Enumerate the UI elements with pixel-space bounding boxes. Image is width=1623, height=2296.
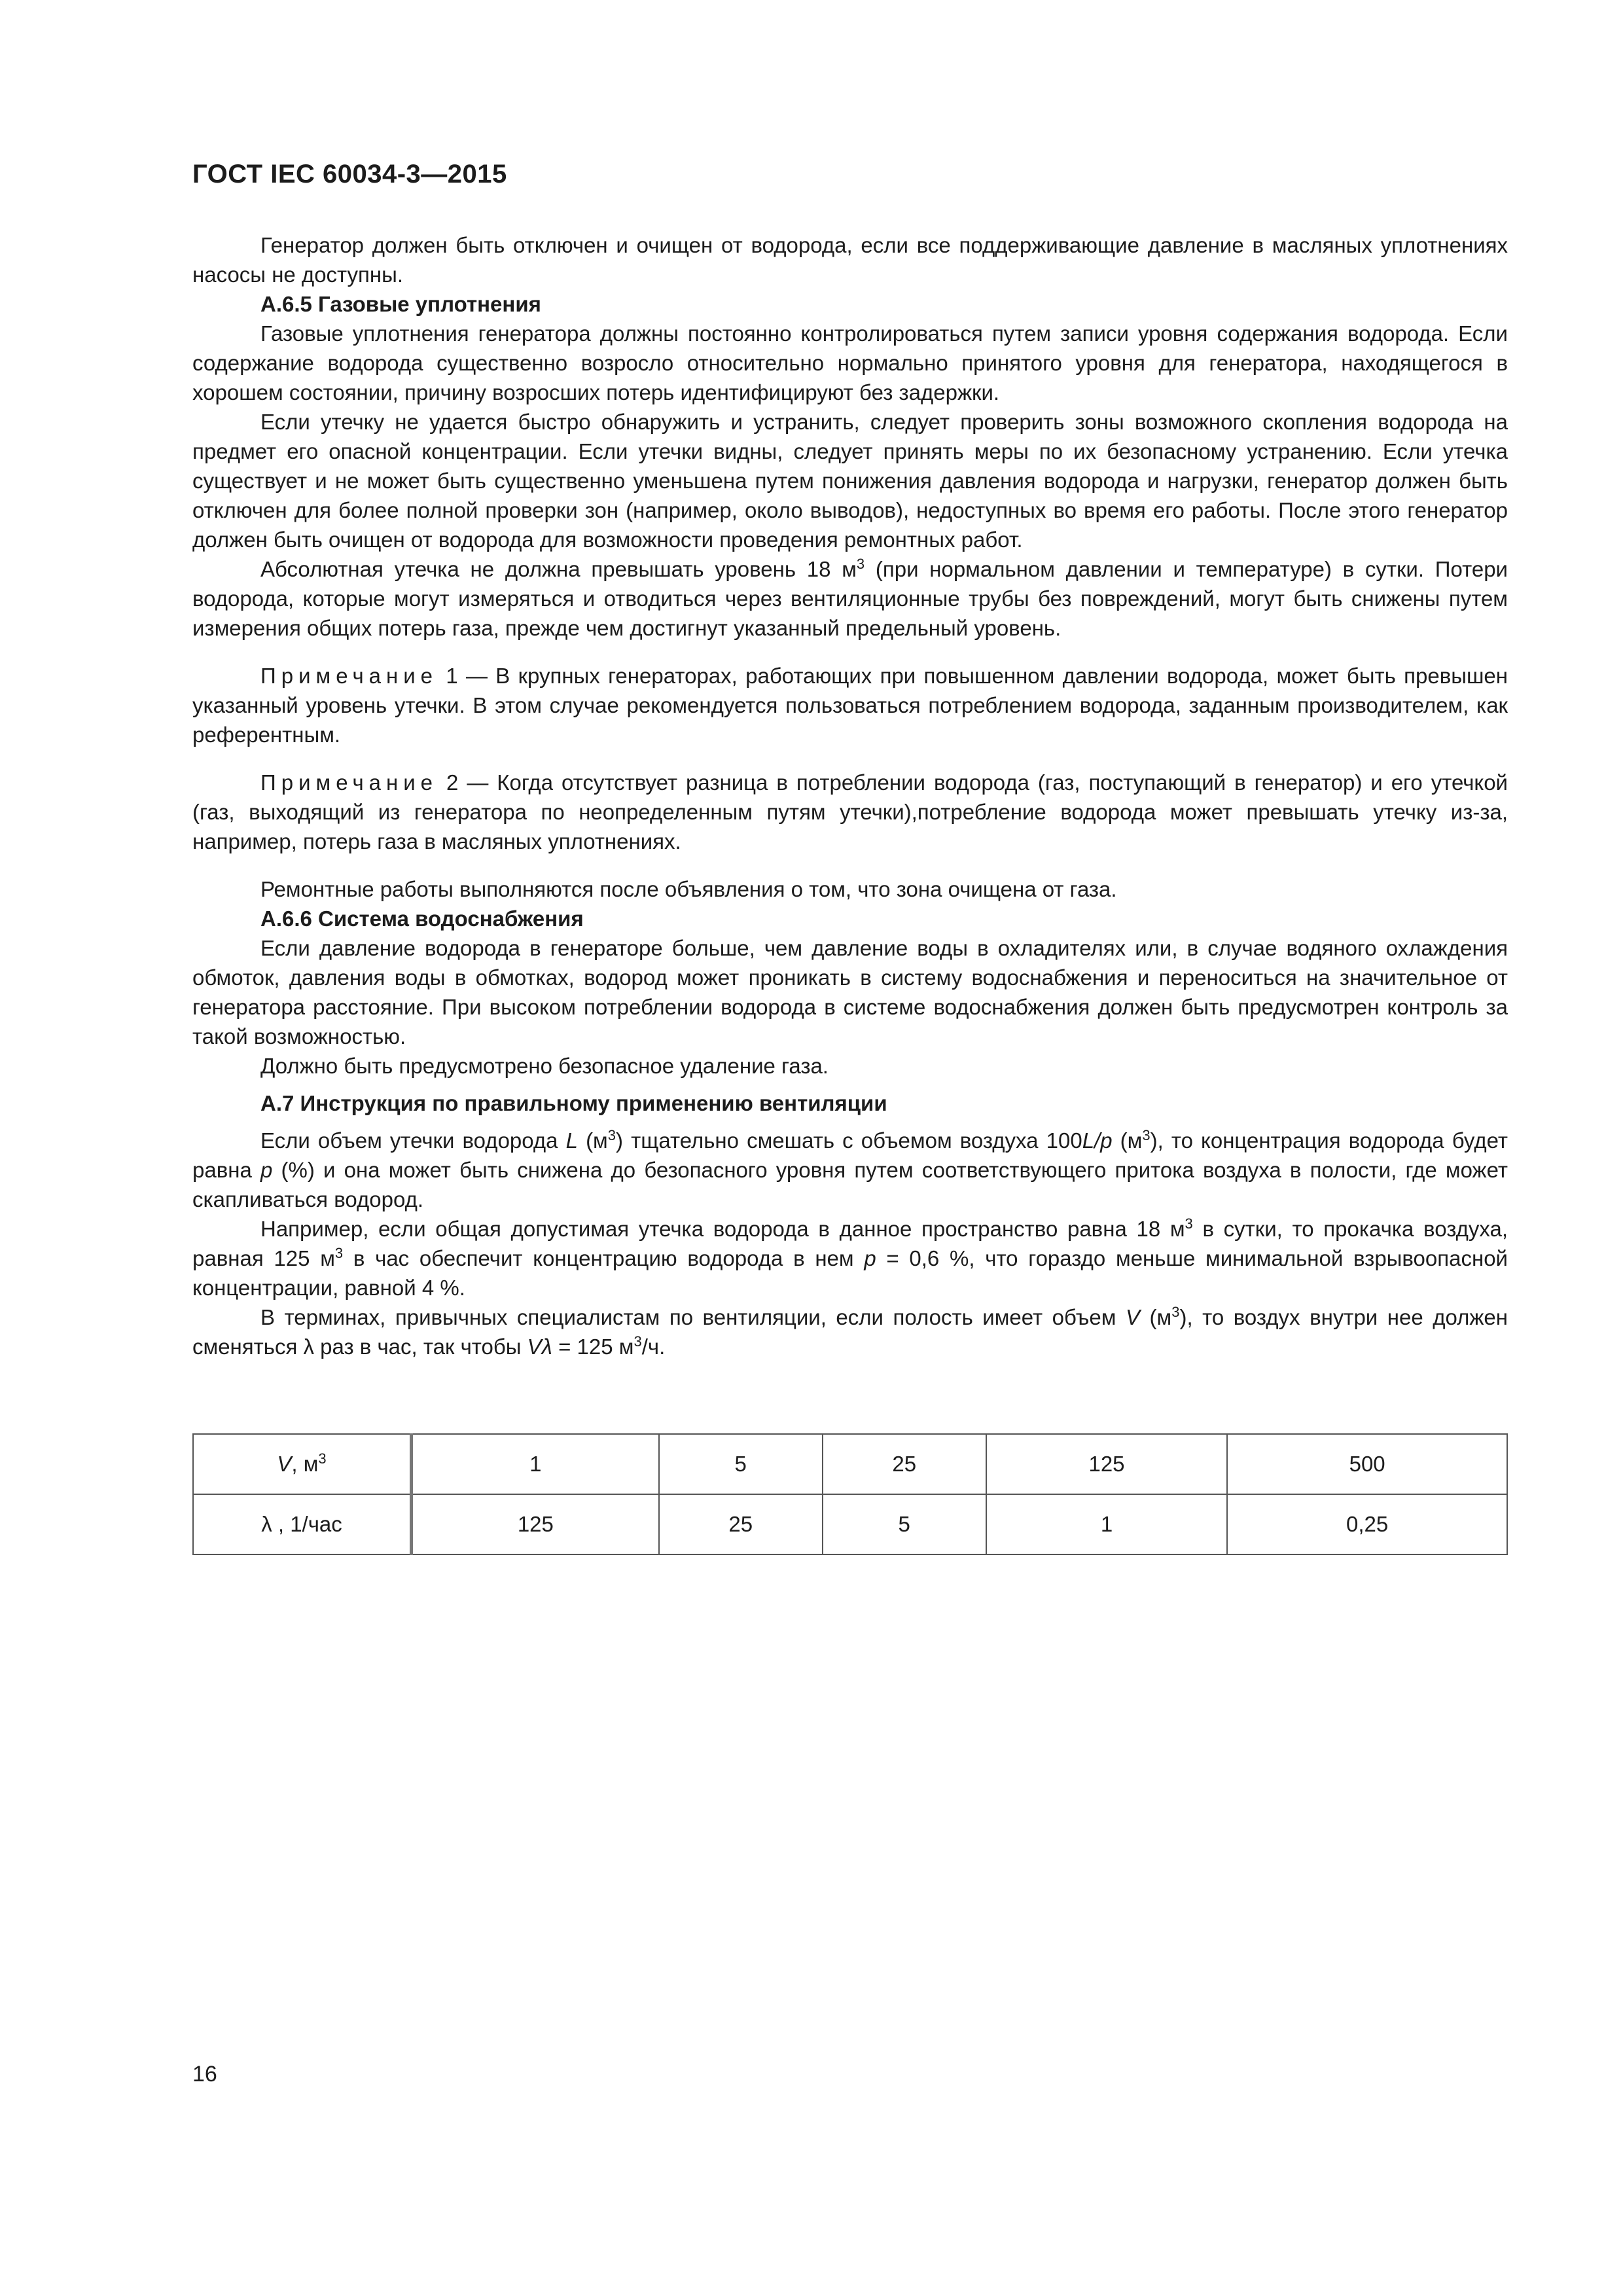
superscript: 3 <box>1171 1304 1180 1320</box>
table-cell: 25 <box>823 1434 986 1494</box>
table-row-lambda <box>193 1494 1507 1554</box>
text-run: (м <box>1112 1128 1143 1153</box>
variable-p: p <box>260 1158 273 1182</box>
text-run: (при нормальном давлении и температуре) в сутки. Потери водорода, которые могут измеряться и отводиться через вентиляционные трубы без повреждений, могут быть снижены путем измерения общих потерь газа, прежде чем достигнут указанный предельный уровень. <box>192 557 1508 640</box>
superscript: 3 <box>633 1333 642 1350</box>
superscript: 3 <box>334 1245 344 1261</box>
table-cell: 125 <box>412 1494 659 1554</box>
paragraph-ventilation-example <box>192 1214 1508 1302</box>
paragraph-repair-works: Ремонтные работы выполняются после объявления о том, что зона очищена от газа. <box>260 877 1117 901</box>
note-text: 1 — В крупных генераторах, работающих при повышенном давлении водорода, может быть превышен указанный уровень утечки. В этом случае рекомендуется пользоваться потреблением водорода, заданным производителем, как референтным. <box>192 664 1508 747</box>
superscript: 3 <box>1185 1215 1193 1232</box>
variable-V: V <box>1126 1305 1141 1329</box>
variable-V-lambda: Vλ <box>527 1335 552 1359</box>
text-run: Если объем утечки водорода <box>260 1128 566 1153</box>
section-heading-a66: А.6.6 Система водоснабжения <box>260 906 584 931</box>
table-row-volume <box>193 1434 1507 1494</box>
superscript: 3 <box>856 556 865 572</box>
table-row-header-volume <box>193 1434 412 1494</box>
text-run: (%) и она может быть снижена до безопасного уровня путем соответствующего притока воздуха в полости, где может скапливаться водород. <box>192 1158 1508 1211</box>
paragraph-generator-shutdown: Генератор должен быть отключен и очищен от водорода, если все поддерживающие давление в масляных уплотнениях насосы не доступны. <box>192 233 1508 287</box>
text-run: Абсолютная утечка не должна превышать уровень 18 м <box>260 557 857 581</box>
table-cell: 1 <box>412 1434 659 1494</box>
section-heading-a65: А.6.5 Газовые уплотнения <box>260 292 541 316</box>
text-run: (м <box>1140 1305 1172 1329</box>
table-cell: 125 <box>986 1434 1228 1494</box>
variable-L: L <box>565 1128 578 1153</box>
paragraph-gas-seals-monitoring: Газовые уплотнения генератора должны постоянно контролироваться путем записи уровня содержания водорода. Если содержание водорода существенно возросло относительно нормально принятого уровня для генератора, находящегося в хорошем состоянии, причину возросших потерь идентифицируют без задержки. <box>192 321 1508 404</box>
variable-L-over-p: L/p <box>1082 1128 1113 1153</box>
superscript: 3 <box>1142 1127 1150 1143</box>
text-run: ), то концентрация водорода будет равна <box>192 1128 1508 1182</box>
note-label: Примечание <box>260 664 438 688</box>
document-code-header: ГОСТ IEC 60034-3—2015 <box>192 160 507 188</box>
table-cell: 0,25 <box>1227 1494 1507 1554</box>
text-run: (м <box>577 1128 608 1153</box>
table-cell: 5 <box>659 1434 823 1494</box>
variable-p: p <box>864 1246 876 1270</box>
note-label: Примечание <box>260 770 438 795</box>
table-cell: 5 <box>823 1494 986 1554</box>
paragraph-leak-detection: Если утечку не удается быстро обнаружить и устранить, следует проверить зоны возможного скопления водорода на предмет его опасной концентрации. Если утечки видны, следует принять меры по их безопасному устранению. Если утечка существует и не может быть существенно уменьшена путем понижения давления водорода и нагрузки, генератор должен быть отключен для более полной проверки зон (например, около выводов), недоступных во время его работы. После этого генератор должен быть очищен от водорода для возможности проведения ремонтных работ. <box>192 410 1508 552</box>
text-run: ), то воздух внутри нее должен сменяться λ раз в час, так чтобы <box>192 1305 1508 1359</box>
note-text: 2 — Когда отсутствует разница в потреблении водорода (газ, поступающий в генератор) и его утечкой (газ, выходящий из генератора по неопределенным путям утечки),потребление водорода может превышать утечку из-за, например, потерь газа в масляных уплотнениях. <box>192 770 1508 853</box>
note-1 <box>192 661 1508 749</box>
note-2 <box>192 768 1508 856</box>
document-body <box>192 230 1508 1361</box>
text-run: = 125 м <box>552 1335 634 1359</box>
text-run: В терминах, привычных специалистам по вентиляции, если полость имеет объем <box>260 1305 1126 1329</box>
superscript: 3 <box>318 1450 327 1467</box>
text-run: в сутки, то прокачка воздуха, равная 125 м <box>192 1217 1508 1270</box>
text-run: Например, если общая допустимая утечка водорода в данное пространство равна 18 м <box>260 1217 1185 1241</box>
table-cell: 1 <box>986 1494 1228 1554</box>
paragraph-absolute-leak <box>192 554 1508 643</box>
text-run: /ч. <box>641 1335 666 1359</box>
section-heading-a7: А.7 Инструкция по правильному применению вентиляции <box>260 1091 887 1115</box>
paragraph-water-supply: Если давление водорода в генераторе больше, чем давление воды в охладителях или, в случае водяного охлаждения обмоток, давления воды в обмотках, водород может проникать в систему водоснабжения и переноситься на значительное от генератора расстояние. При высоком потреблении водорода в системе водоснабжения должен быть предусмотрен контроль за такой возможностью. <box>192 936 1508 1049</box>
page-number: 16 <box>192 2062 217 2087</box>
variable-V: V <box>277 1452 292 1476</box>
text-run: = 0,6 %, что гораздо меньше минимальной взрывоопасной концентрации, равной 4 %. <box>192 1246 1508 1300</box>
unit-label: , м <box>291 1452 319 1476</box>
table-row-header-lambda: λ , 1/час <box>193 1494 412 1554</box>
table-cell: 25 <box>659 1494 823 1554</box>
table-cell: 500 <box>1227 1434 1507 1494</box>
paragraph-safe-gas-removal: Должно быть предусмотрено безопасное удаление газа. <box>260 1054 829 1078</box>
paragraph-ventilation-terms <box>192 1302 1508 1361</box>
text-run: в час обеспечит концентрацию водорода в нем <box>343 1246 865 1270</box>
superscript: 3 <box>607 1127 616 1143</box>
text-run: ) тщательно смешать с объемом воздуха 100 <box>616 1128 1082 1153</box>
paragraph-ventilation-concentration <box>192 1126 1508 1214</box>
volume-air-change-table <box>192 1433 1508 1555</box>
